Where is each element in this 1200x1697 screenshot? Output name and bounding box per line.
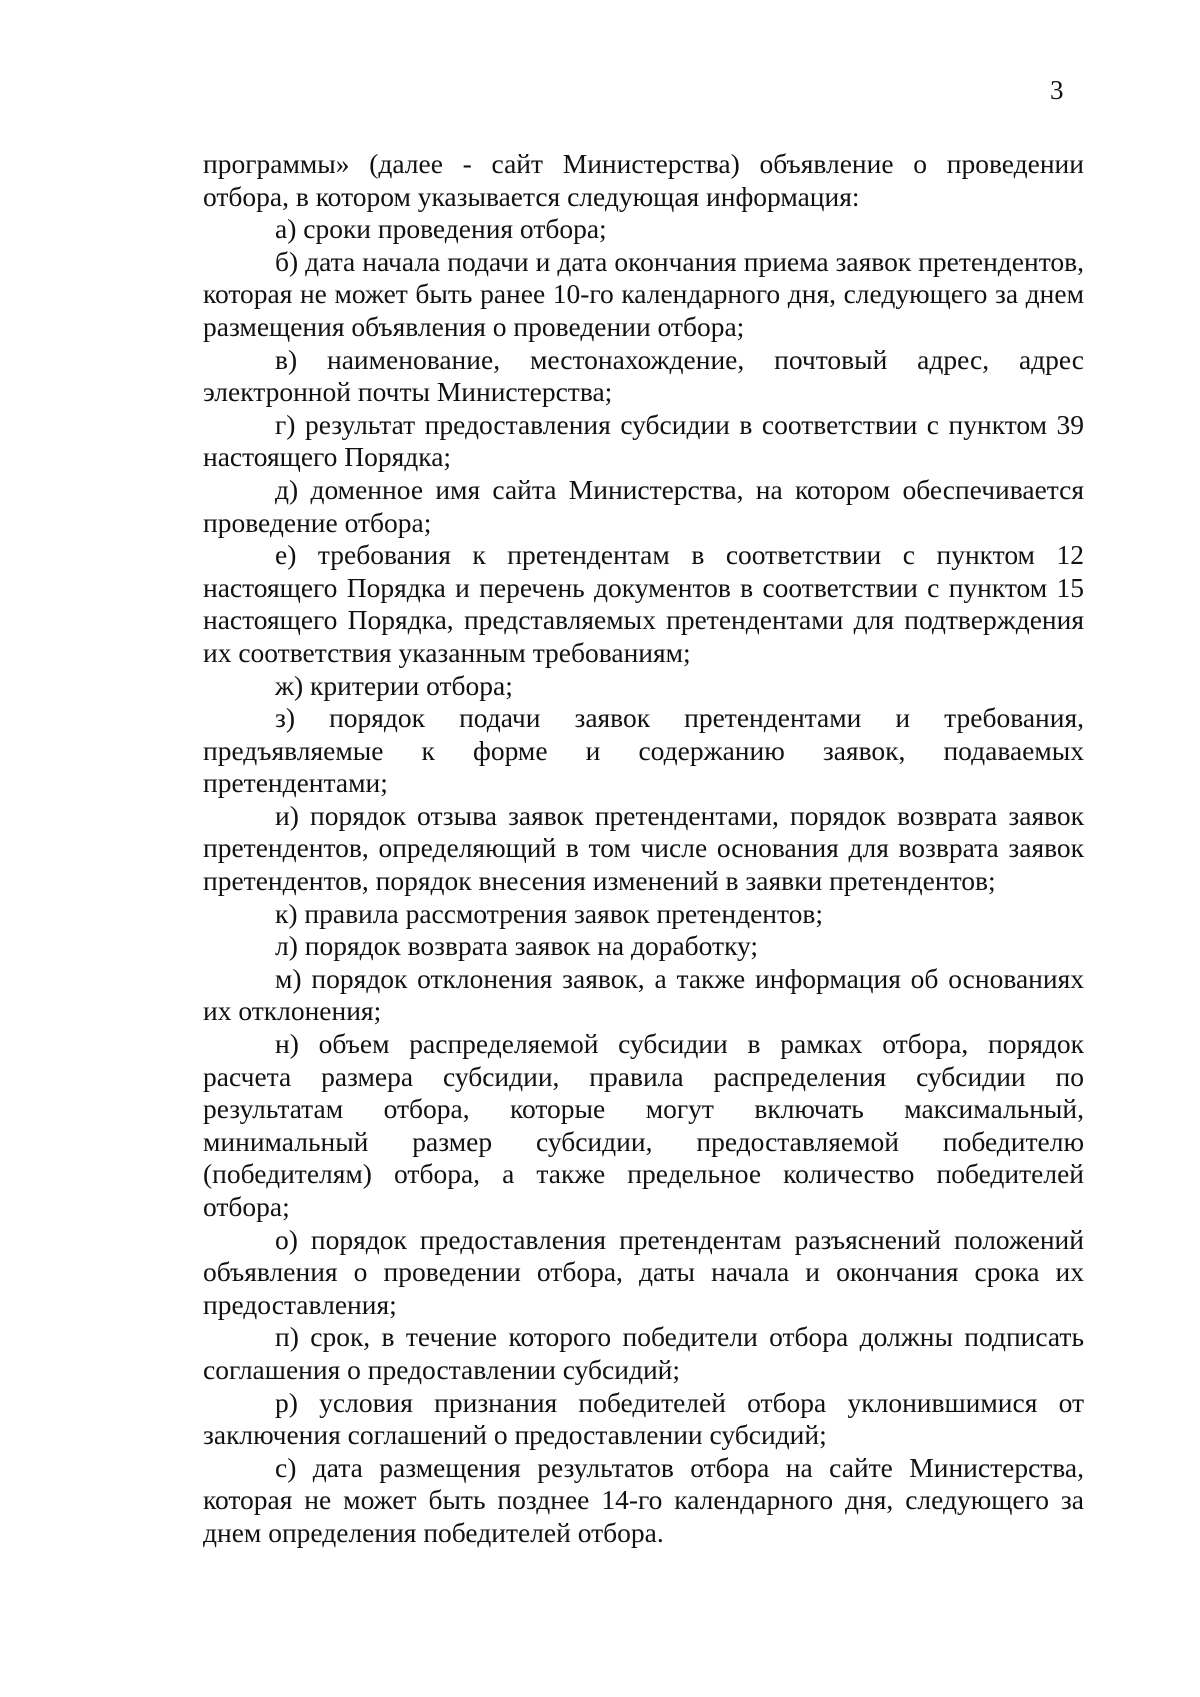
list-item-r: р) условия признания победителей отбора уклонившимися от заключения соглашений о предоставлении субсидий; <box>203 1386 1084 1451</box>
list-item-z: з) порядок подачи заявок претендентами и требования, предъявляемые к форме и содержанию заявок, подаваемых претендентами; <box>203 702 1084 799</box>
list-item-s: с) дата размещения результатов отбора на сайте Министерства, которая не может быть позднее 14-го календарного дня, следующего за днем определения победителей отбора. <box>203 1451 1084 1548</box>
list-item-e: е) требования к претендентам в соответствии с пунктом 12 настоящего Порядка и перечень документов в соответствии с пунктом 15 настоящего Порядка, представляемых претендентами для подтверждения их соответствия указанным требованиям; <box>203 539 1084 668</box>
list-item-b: б) дата начала подачи и дата окончания приема заявок претендентов, которая не может быть ранее 10-го календарного дня, следующего за днем размещения объявления о проведении отбора; <box>203 245 1084 342</box>
list-item-a: а) сроки проведения отбора; <box>275 213 607 245</box>
intro-paragraph: программы» (далее - сайт Министерства) объявление о проведении отбора, в котором указывается следующая информация: <box>203 148 1084 212</box>
list-item-k: к) правила рассмотрения заявок претендентов; <box>275 897 824 929</box>
list-item-p: п) срок, в течение которого победители отбора должны подписать соглашения о предоставлении субсидий; <box>203 1321 1084 1385</box>
list-item-g: г) результат предоставления субсидии в соответствии с пунктом 39 настоящего Порядка; <box>203 408 1084 473</box>
list-item-d: д) доменное имя сайта Министерства, на котором обеспечивается проведение отбора; <box>203 473 1084 538</box>
list-item-v: в) наименование, местонахождение, почтовый адрес, адрес электронной почты Министерства; <box>203 343 1084 408</box>
document-body <box>203 148 1084 1550</box>
list-item-zh: ж) критерии отбора; <box>275 669 513 701</box>
list-item-o: о) порядок предоставления претендентам разъяснений положений объявления о проведении отбора, даты начала и окончания срока их предоставления; <box>203 1223 1084 1320</box>
list-item-m: м) порядок отклонения заявок, а также информация об основаниях их отклонения; <box>203 962 1084 1027</box>
list-item-l: л) порядок возврата заявок на доработку; <box>275 930 759 962</box>
list-item-n: н) объем распределяемой субсидии в рамках отбора, порядок расчета размера субсидии, правила распределения субсидии по результатам отбора, которые могут включать максимальный, минимальный размер субсидии, предоставляемой победителю (победителям) отбора, а также предельное количество победителей отбора; <box>203 1028 1084 1222</box>
list-item-i: и) порядок отзыва заявок претендентами, порядок возврата заявок претендентов, определяющий в том числе основания для возврата заявок претендентов, порядок внесения изменений в заявки претендентов; <box>203 799 1084 897</box>
page-number: 3 <box>1050 75 1064 105</box>
